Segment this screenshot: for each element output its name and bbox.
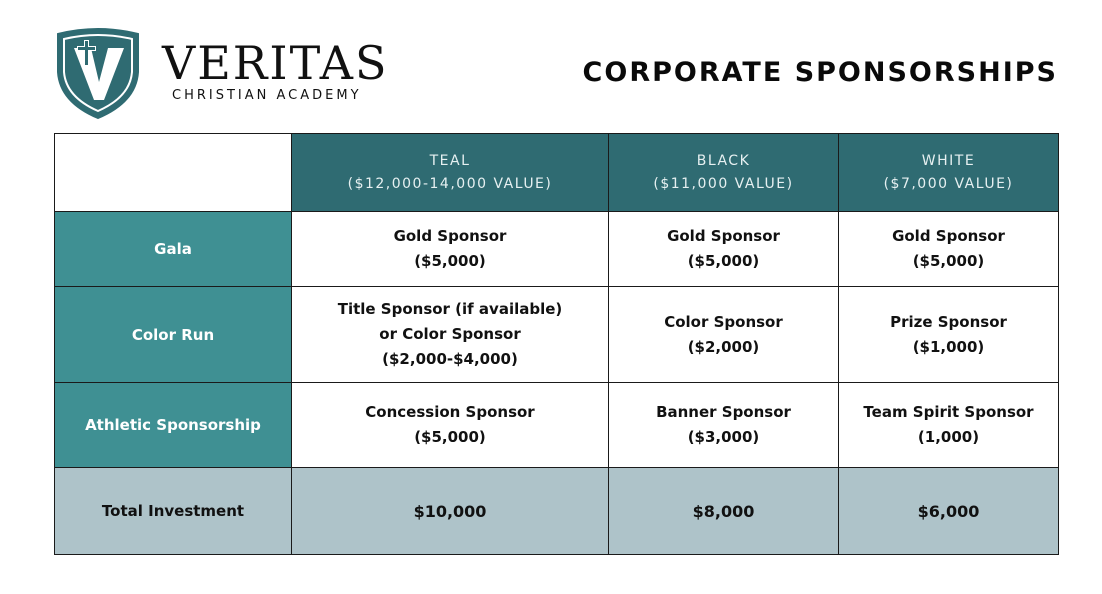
sponsor-level: Banner Sponsor bbox=[656, 403, 791, 421]
total-value-black: $8,000 bbox=[609, 468, 839, 555]
tier-value: ($12,000-14,000 VALUE) bbox=[347, 175, 553, 192]
cell-color-run-white bbox=[839, 287, 1059, 383]
sponsor-amount: ($5,000) bbox=[687, 252, 760, 270]
tier-name: BLACK bbox=[696, 152, 751, 169]
tier-value: ($7,000 VALUE) bbox=[883, 175, 1014, 192]
logo-subtitle: CHRISTIAN ACADEMY bbox=[172, 88, 362, 103]
sponsor-level: Gold Sponsor bbox=[393, 227, 507, 245]
sponsor-level: Gold Sponsor bbox=[892, 227, 1005, 245]
table-row-gala bbox=[55, 212, 1059, 287]
sponsor-amount: ($2,000-$4,000) bbox=[382, 350, 518, 368]
cell-gala-teal bbox=[292, 212, 609, 287]
tier-header-black bbox=[609, 134, 839, 212]
cell-athletic-teal bbox=[292, 383, 609, 468]
sponsor-amount: ($5,000) bbox=[912, 252, 985, 270]
sponsor-amount: ($1,000) bbox=[912, 337, 985, 356]
tier-value: ($11,000 VALUE) bbox=[653, 175, 794, 192]
table-row-total-investment bbox=[55, 468, 1059, 555]
cell-athletic-white bbox=[839, 383, 1059, 468]
sponsor-level: Color Sponsor bbox=[664, 312, 783, 331]
total-label: Total Investment bbox=[55, 468, 292, 555]
sponsor-amount: ($5,000) bbox=[414, 428, 486, 446]
cell-color-run-teal bbox=[292, 287, 609, 383]
table-row-color-run bbox=[55, 287, 1059, 383]
table-row-athletic-sponsorship bbox=[55, 383, 1059, 468]
total-value-teal: $10,000 bbox=[292, 468, 609, 555]
sponsor-level: Title Sponsor (if available) bbox=[337, 300, 563, 318]
sponsor-amount: ($5,000) bbox=[414, 252, 486, 270]
veritas-logo bbox=[54, 26, 389, 122]
tier-header-row bbox=[55, 134, 1059, 212]
sponsor-amount: ($3,000) bbox=[687, 428, 760, 446]
cell-gala-white bbox=[839, 212, 1059, 287]
shield-v-logo-icon bbox=[54, 26, 142, 120]
sponsorship-table bbox=[54, 133, 1059, 555]
tier-name: TEAL bbox=[429, 152, 471, 169]
row-label: Color Run bbox=[55, 287, 292, 383]
sponsor-amount: (1,000) bbox=[917, 428, 980, 446]
total-value-white: $6,000 bbox=[839, 468, 1059, 555]
row-label: Gala bbox=[55, 212, 292, 287]
sponsor-level: Gold Sponsor bbox=[667, 227, 780, 245]
sponsor-amount: ($2,000) bbox=[687, 337, 760, 356]
tier-header-teal bbox=[292, 134, 609, 212]
page-title: CORPORATE SPONSORSHIPS bbox=[582, 57, 1058, 88]
sponsor-level: Team Spirit Sponsor bbox=[863, 403, 1034, 421]
cell-athletic-black bbox=[609, 383, 839, 468]
sponsor-level: Prize Sponsor bbox=[890, 312, 1007, 331]
cell-color-run-black bbox=[609, 287, 839, 383]
corner-cell bbox=[55, 134, 292, 212]
cell-gala-black bbox=[609, 212, 839, 287]
row-label: Athletic Sponsorship bbox=[55, 383, 292, 468]
logo-wordmark: VERITAS bbox=[162, 36, 389, 90]
sponsor-level-alt: or Color Sponsor bbox=[379, 325, 521, 343]
tier-header-white bbox=[839, 134, 1059, 212]
sponsor-level: Concession Sponsor bbox=[365, 403, 535, 421]
tier-name: WHITE bbox=[921, 152, 976, 169]
